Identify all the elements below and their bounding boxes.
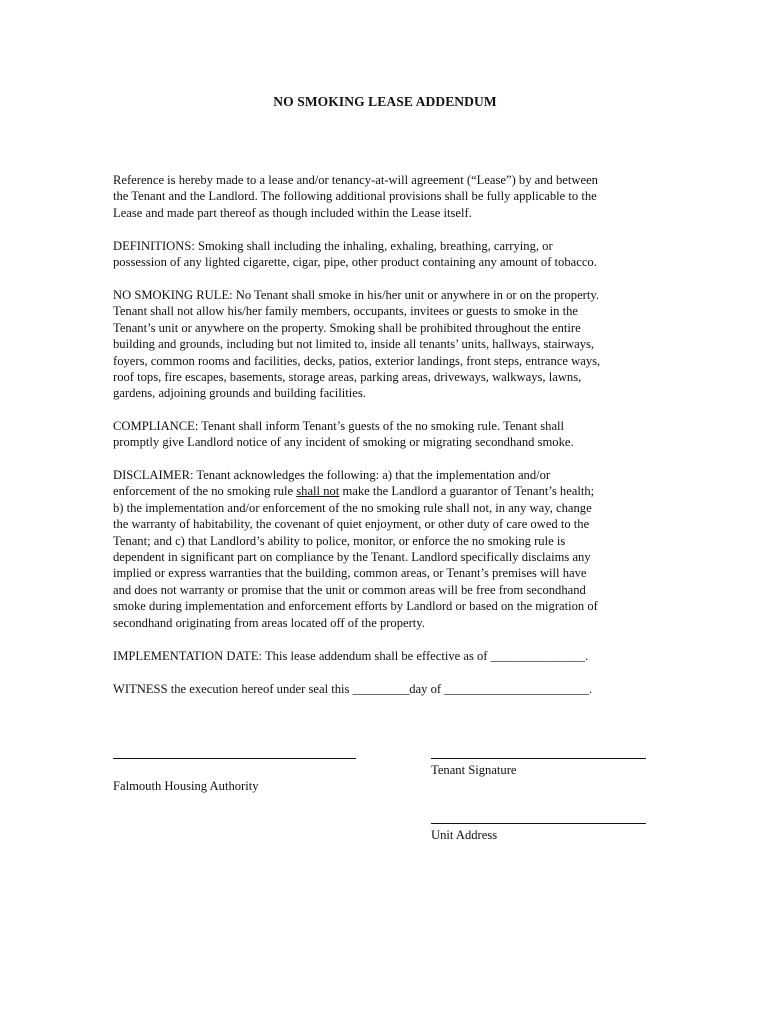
compliance-line: COMPLIANCE: Tenant shall inform Tenant’s guests of the no smoking rule. Tenant shall	[113, 419, 565, 433]
witness-text: WITNESS the execution hereof under seal this	[113, 682, 353, 696]
rule-line: gardens, adjoining grounds and building facilities.	[113, 386, 366, 401]
landlord-signature-line[interactable]	[113, 758, 356, 759]
witness-line	[113, 681, 661, 697]
witness-day-blank[interactable]: _________	[352, 682, 410, 696]
disclaimer-text: enforcement of the no smoking rule	[113, 484, 297, 499]
disclaimer-line: DISCLAIMER: Tenant acknowledges the following: a) that the implementation and/or	[113, 468, 551, 482]
witness-mid: day of	[409, 682, 445, 696]
disclaimer-line: and does not warranty or promise that the unit or common areas will be free from secondhand	[113, 582, 586, 597]
disclaimer-line: b) the implementation and/or enforcement of the no smoking rule shall not, in any way, change	[113, 500, 592, 515]
rule-line: building and grounds, including but not limited to, inside all tenants’ units, hallways, stairways,	[113, 337, 595, 352]
disclaimer-line: Tenant; and c) that Landlord’s ability to police, monitor, or enforce the no smoking rule is	[113, 533, 566, 548]
compliance-line: promptly give Landlord notice of any incident of smoking or migrating secondhand smoke.	[113, 435, 574, 450]
disclaimer-line: secondhand originating from areas located off of the property.	[113, 615, 425, 630]
unit-address-label: Unit Address	[431, 828, 498, 842]
witness-month-blank[interactable]: _______________________	[444, 682, 590, 696]
disclaimer-text: make the Landlord a guarantor of Tenant’s health;	[339, 484, 595, 499]
implementation-text: IMPLEMENTATION DATE: This lease addendum shall be effective as of	[113, 649, 491, 663]
reference-line: Reference is hereby made to a lease and/or tenancy-at-will agreement (“Lease”) by and between	[113, 173, 598, 187]
disclaimer-line: dependent in significant part on compliance by the Tenant. Landlord specifically disclaims any	[113, 550, 591, 565]
reference-line: the Tenant and the Landlord. The following additional provisions shall be fully applicable to the	[113, 189, 597, 204]
disclaimer-line: smoke during implementation and enforcement efforts by Landlord or based on the migration of	[113, 599, 598, 614]
disclaimer-paragraph	[113, 467, 661, 631]
implementation-date-blank[interactable]: _______________	[490, 649, 586, 663]
rule-line: NO SMOKING RULE: No Tenant shall smoke in his/her unit or anywhere in or on the property.	[113, 288, 599, 302]
reference-line: Lease and made part thereof as though included within the Lease itself.	[113, 205, 472, 220]
rule-line: roof tops, fire escapes, basements, storage areas, parking areas, driveways, walkways, lawns,	[113, 370, 582, 385]
reference-paragraph	[113, 172, 661, 221]
definitions-line: possession of any lighted cigarette, cigar, pipe, other product containing any amount of tobacco.	[113, 255, 597, 270]
disclaimer-line: the warranty of habitability, the covenant of quiet enjoyment, or other duty of care owed to the	[113, 517, 590, 532]
unit-address-line[interactable]	[431, 823, 646, 824]
witness-end: .	[589, 682, 593, 696]
implementation-end: .	[585, 649, 589, 663]
disclaimer-line: implied or express warranties that the building, common areas, or Tenant’s premises will have	[113, 566, 587, 581]
tenant-signature-line[interactable]	[431, 758, 646, 759]
rule-line: foyers, common rooms and facilities, decks, patios, exterior landings, front steps, entrance ways,	[113, 353, 601, 368]
disclaimer-emphasis: shall not	[296, 484, 340, 499]
disclaimer-line	[113, 483, 661, 499]
compliance-paragraph	[113, 418, 661, 451]
rule-line: Tenant shall not allow his/her family members, occupants, invitees or guests to smoke in the	[113, 304, 578, 319]
no-smoking-rule-paragraph	[113, 287, 661, 402]
rule-line: Tenant’s unit or anywhere on the property. Smoking shall be prohibited throughout the entire	[113, 320, 581, 335]
definitions-line: DEFINITIONS: Smoking shall including the inhaling, exhaling, breathing, carrying, or	[113, 239, 553, 253]
document-title: NO SMOKING LEASE ADDENDUM	[273, 94, 497, 109]
implementation-date-line	[113, 648, 661, 664]
landlord-signature-label: Falmouth Housing Authority	[113, 779, 259, 793]
definitions-paragraph	[113, 238, 661, 271]
tenant-signature-label: Tenant Signature	[431, 763, 517, 777]
